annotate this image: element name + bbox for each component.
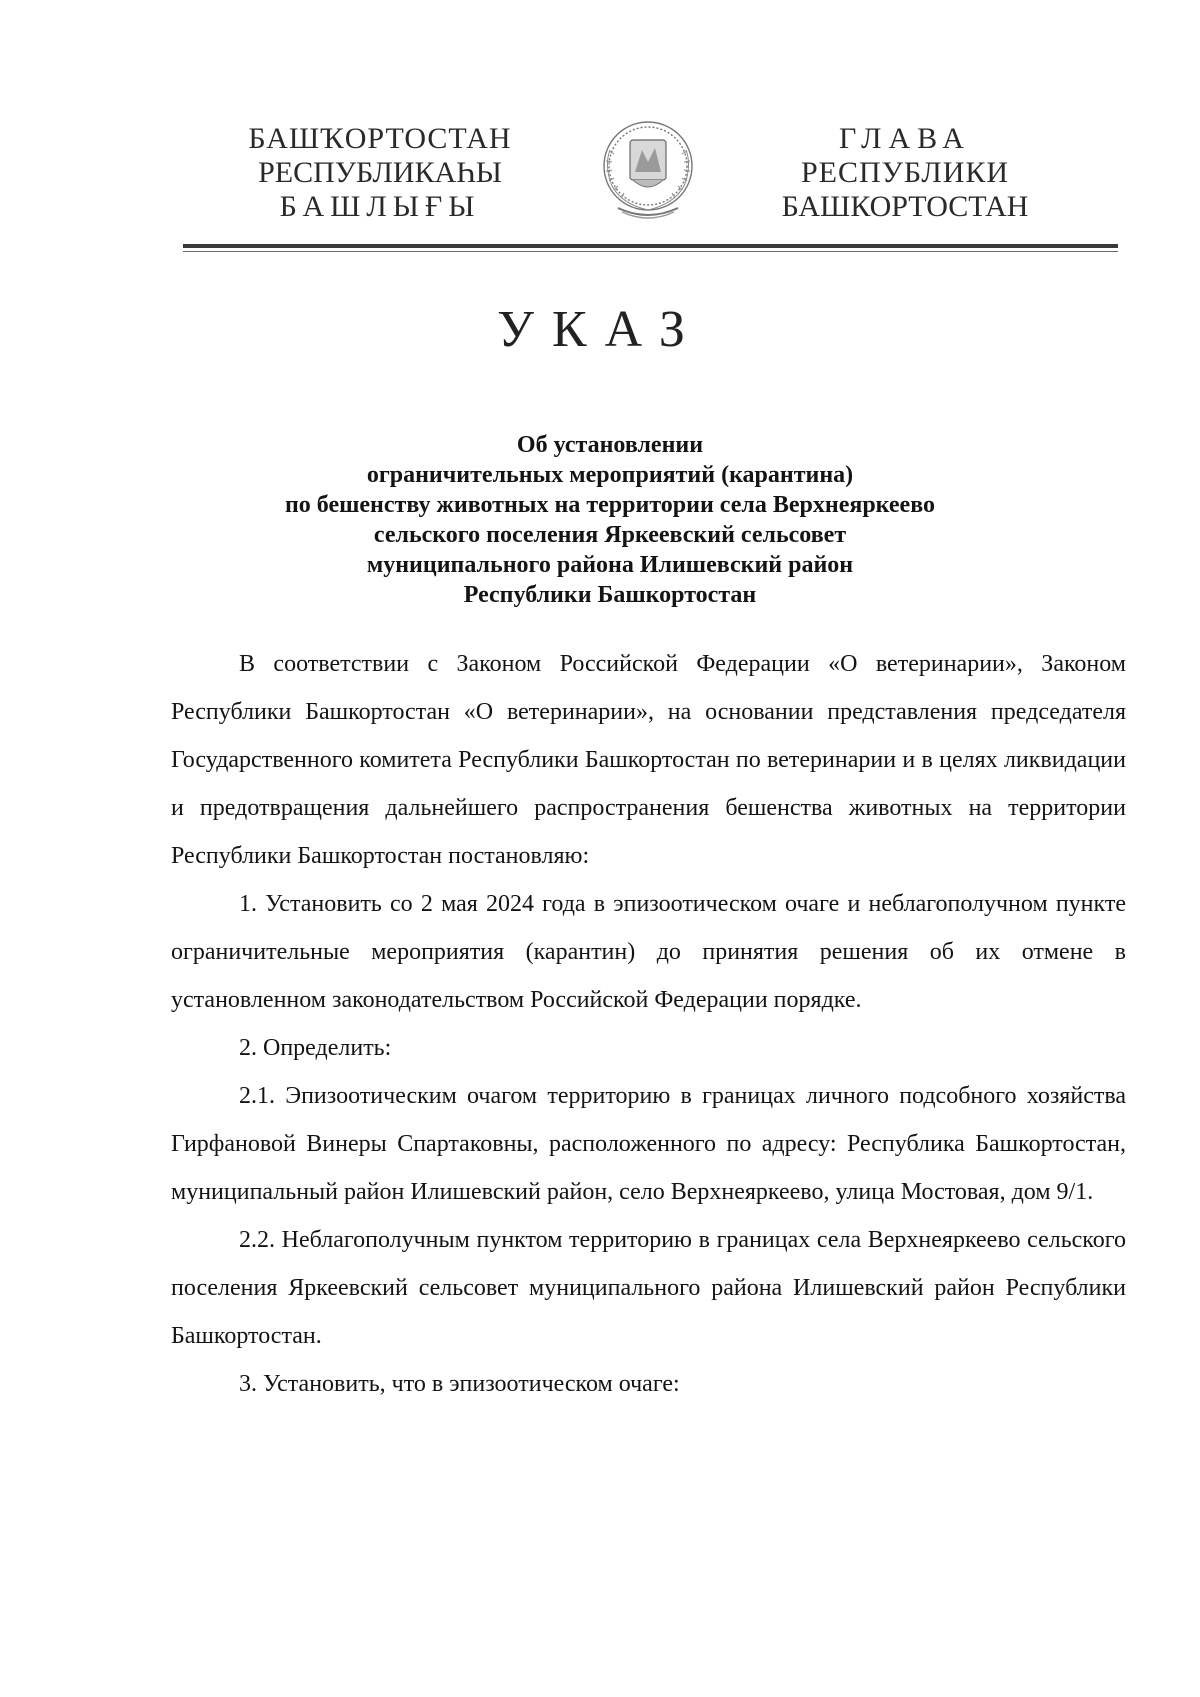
clause-3: 3. Установить, что в эпизоотическом очаге: bbox=[239, 1371, 680, 1397]
preamble-paragraph: В соответствии с Законом Российской Федерации «О ветеринарии», Законом Республики Башкортостан «О ветеринарии», на основании представления председателя Государственного комитета Республики Башкортостан по ветеринарии и в целях ликвидации и предотвращения дальнейшего распространения бешенства животных на территории Республики Башкортостан постановляю: bbox=[171, 651, 1126, 869]
header-russian-title bbox=[760, 122, 1050, 224]
clause-1: 1. Установить со 2 мая 2024 года в эпизоотическом очаге и неблагополучном пункте ограничительные мероприятия (карантин) до принятия решения об их отмене в установленном законодательством Российской Федерации порядке. bbox=[171, 891, 1126, 1013]
title-line: Республики Башкортостан bbox=[463, 582, 757, 608]
title-line: муниципального района Илишевский район bbox=[366, 552, 854, 578]
title-line: сельского поселения Яркеевский сельсовет bbox=[373, 522, 847, 548]
coat-of-arms-emblem bbox=[588, 110, 708, 228]
header-left-line: РЕСПУБЛИКАҺЫ bbox=[258, 156, 502, 189]
header-right-line: РЕСПУБЛИКИ bbox=[800, 156, 1010, 189]
clause-2: 2. Определить: bbox=[239, 1035, 392, 1061]
decree-body bbox=[171, 640, 1126, 1408]
header-left-line: БАШЛЫҒЫ bbox=[279, 190, 481, 223]
clause-2-1: 2.1. Эпизоотическим очагом территорию в границах личного подсобного хозяйства Гирфановой Винеры Спартаковны, расположенного по адресу: Республика Башкортостан, муниципальный район Илишевский район, село Верхнеяркеево, улица Мостовая, дом 9/1. bbox=[171, 1083, 1126, 1205]
header-divider-thin bbox=[183, 251, 1118, 252]
title-line: ограничительных мероприятий (карантина) bbox=[366, 462, 854, 488]
header-divider bbox=[183, 244, 1118, 248]
header-bashkir-title bbox=[230, 122, 530, 224]
clause-2-2: 2.2. Неблагополучным пунктом территорию в границах села Верхнеяркеево сельского поселения Яркеевский сельсовет муниципального района Илишевский район Республики Башкортостан. bbox=[171, 1227, 1126, 1349]
title-line: Об установлении bbox=[516, 432, 704, 458]
header-left-line: БАШҠОРТОСТАН bbox=[248, 122, 512, 155]
header-right-line: ГЛАВА bbox=[839, 122, 971, 155]
title-line: по бешенству животных на территории села Верхнеяркеево bbox=[284, 492, 936, 518]
decree-title bbox=[180, 430, 1040, 610]
document-type: УКАЗ bbox=[497, 301, 703, 358]
header-right-line: БАШКОРТОСТАН bbox=[781, 190, 1029, 223]
